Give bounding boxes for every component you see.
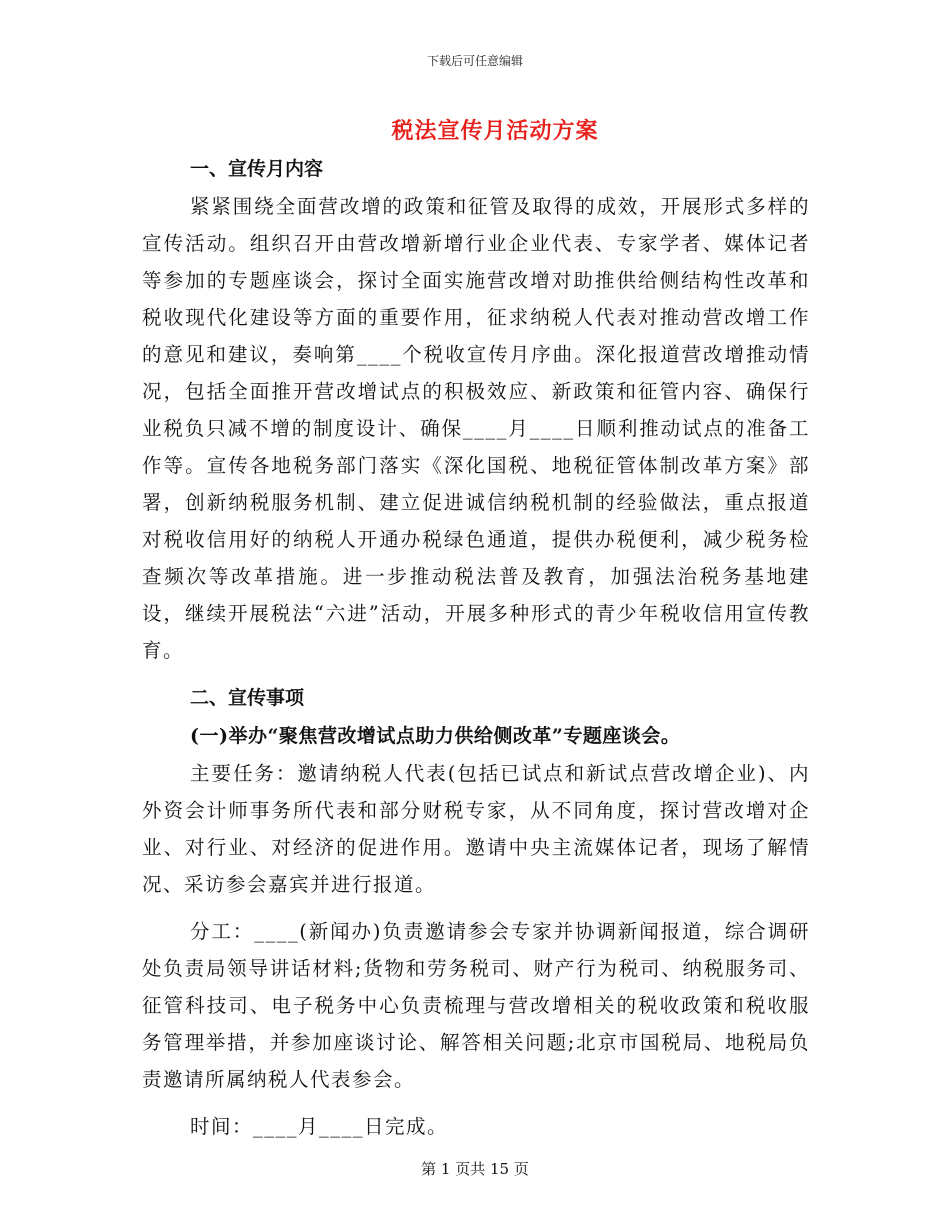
spacer [142, 1098, 810, 1108]
item-division-paragraph: 分工：____(新闻办)负责邀请参会专家并协调新闻报道，综合调研处负责局领导讲话材料;货物和劳务税司、财产行为税司、纳税服务司、征管科技司、电子税务中心负责梳理与营改增相关的税收政策和税收服务管理举措，并参加座谈讨论、解答相关问题;北京市国税局、地税局负责邀请所属纳税人代表参会。 [142, 920, 810, 1091]
section-paragraph-1: 紧紧围绕全面营改增的政策和征管及取得的成效，开展形式多样的宣传活动。组织召开由营改增新增行业企业代表、专家学者、媒体记者等参加的专题座谈会，探讨全面实施营改增对助推供给侧结构性改革和税收现代化建设等方面的重要作用，征求纳税人代表对推动营改增工作的意见和建议，奏响第____个税收宣传月序曲。深化报道营改增推动情况，包括全面推开营改增试点的积极效应、新政策和征管内容、确保行业税负只减不增的制度设计、确保____月____日顺利推动试点的准备工作等。宣传各地税务部门落实《深化国税、地税征管体制改革方案》部署，创新纳税服务机制、建立促进诚信纳税机制的经验做法，重点报道对税收信用好的纳税人开通办税绿色通道，提供办税便利，减少税务检查频次等改革措施。进一步推动税法普及教育，加强法治税务基地建设，继续开展税法“六进”活动，开展多种形式的青少年税收信用宣传教育。 [142, 195, 810, 662]
section-heading-1: 一、宣传月内容 [190, 158, 324, 180]
spacer [142, 669, 810, 679]
document-title: 税法宣传月活动方案 [391, 118, 599, 144]
header-note: 下载后可任意编辑 [426, 54, 523, 68]
document-body [142, 150, 810, 1145]
page-number: 第 1 页共 15 页 [421, 1160, 529, 1178]
item-time-paragraph: 时间：____月____日完成。 [190, 1115, 449, 1138]
spacer [142, 903, 810, 913]
item-heading-1: (一)举办“聚焦营改增试点助力供给侧改革”专题座谈会。 [190, 725, 681, 747]
item-tasks-paragraph: 主要任务：邀请纳税人代表(包括已试点和新试点营改增企业)、内外资会计师事务所代表和部分财税专家，从不同角度，探讨营改增对企业、对行业、对经济的促进作用。邀请中央主流媒体记者，现场了解情况、采访参会嘉宾并进行报道。 [142, 762, 810, 896]
section-heading-2: 二、宣传事项 [190, 687, 305, 709]
